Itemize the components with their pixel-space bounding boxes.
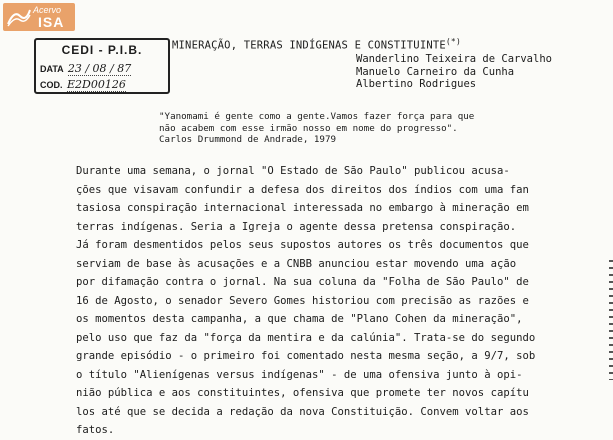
body-line: serviam de base às acusações e a CNBB anunciou estar movendo uma ação	[76, 257, 517, 270]
body-line: nião pública e aos constituintes, ofensiva que promete ter novos capítu	[76, 387, 529, 399]
epigraph	[159, 111, 474, 146]
stamp-date-value: 23 / 08 / 87	[67, 62, 132, 75]
logo-line1: Acervo	[33, 5, 62, 15]
body-line: por difamação contra o jornal. Na sua coluna da "Folha de São Paulo" de	[76, 276, 529, 288]
stamp-code-value: E2D00126	[67, 78, 126, 91]
epigraph-line: "Yanomami é gente como a gente.Vamos fazer força para que	[159, 111, 475, 122]
stamp-date-label: DATA	[40, 64, 64, 74]
stamp-code-label: COD.	[40, 80, 63, 90]
body-line: Já foram desmentidos pelos seus supostos autores os três documentos que	[76, 239, 529, 251]
epigraph-attribution: Carlos Drummond de Andrade, 1979	[159, 134, 337, 145]
title-text: MINERAÇÃO, TERRAS INDÍGENAS E CONSTITUINTE	[172, 39, 446, 52]
document-title	[172, 37, 461, 52]
acervo-isa-logo	[3, 3, 75, 31]
epigraph-line: não acabem com esse irmão nosso em nome do progresso".	[159, 122, 458, 134]
author: Albertino Rodrigues	[356, 78, 477, 90]
body-line: ções que visavam confundir a defesa dos direitos dos índios com uma fan	[76, 183, 529, 196]
stamp-title: CEDI - P.I.B.	[61, 43, 143, 57]
body-line: tasiosa conspiração internacional interessada no embargo à mineração em	[76, 202, 529, 214]
body-line: terras indígenas. Seria a Igreja o agente dessa pretensa conspiração.	[76, 220, 517, 233]
body-line: Durante uma semana, o jornal "O Estado de São Paulo" publicou acusa-	[76, 165, 510, 177]
author: Wanderlino Teixeira de Carvalho	[356, 53, 552, 65]
body-line: os momentos desta campanha, a que chama de "Plano Cohen da mineração",	[76, 313, 523, 325]
title-footnote-mark: (*)	[445, 37, 461, 46]
logo-line2: ISA	[38, 14, 65, 30]
body-line: 16 de Agosto, o senador Severo Gomes historiou com precisão as razões e	[76, 294, 529, 307]
cedi-stamp	[34, 38, 170, 94]
stamp-code-row	[40, 78, 126, 91]
isa-flag-icon	[6, 6, 32, 28]
stamp-date-row	[40, 62, 131, 75]
body-line: pelo uso que faz da "força da mentira e da calúnia". Trata-se do segundo	[76, 331, 536, 344]
page-edge-marks	[609, 260, 613, 380]
body-line: fatos.	[76, 424, 115, 436]
author: Manuelo Carneiro da Cunha	[356, 65, 515, 78]
body-line: grande episódio - o primeiro foi comentado nesta mesma seção, a 9/7, sob	[76, 350, 536, 362]
body-line: los até que se decida a redação da nova Constituição. Convem voltar aos	[76, 405, 529, 418]
authors-block	[356, 53, 552, 91]
body-line: o título "Alienígenas versus indígenas" - de uma ofensiva junto à opi-	[76, 368, 523, 381]
article-body	[76, 162, 608, 440]
